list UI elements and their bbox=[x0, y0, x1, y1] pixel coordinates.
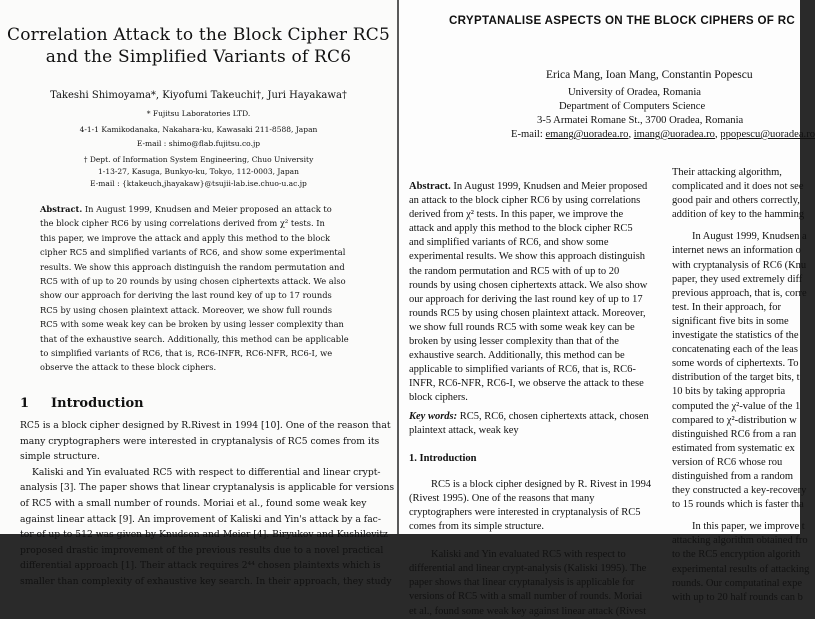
section-number: 1 bbox=[20, 396, 30, 411]
affiliation-line: E-mail : shimo@flab.fujitsu.co.jp bbox=[136, 139, 261, 148]
right-paper-page bbox=[399, 0, 815, 617]
col2-line: estimated from systematic ex bbox=[672, 442, 795, 454]
intro-line: RC5 is a block cipher designed by R. Rivest in 1994 bbox=[431, 478, 652, 490]
paper-title-line-1: Correlation Attack to the Block Cipher RC5 bbox=[7, 25, 390, 45]
affiliation-line: 4-1-1 Kamikodanaka, Nakahara-ku, Kawasaki 211-8588, Japan bbox=[79, 125, 318, 134]
intro-body bbox=[20, 418, 395, 590]
affiliation-line: 1-13-27, Kasuga, Bunkyo-ku, Tokyo, 112-0003, Japan bbox=[98, 167, 299, 176]
col2-line: internet news an information o bbox=[672, 245, 801, 257]
abstract-line: that of the exhaustive search. Additionally, this method can be applicable bbox=[40, 333, 349, 344]
body-line: Kaliski and Yin evaluated RC5 with respect to differential and linear crypt- bbox=[32, 466, 381, 478]
col2-line: addition of key to the hamming bbox=[672, 209, 805, 221]
body-line: smaller than complexity of exhaustive key search. In their approach, they study bbox=[20, 575, 392, 587]
col2-line: paper, they used extremely diff bbox=[672, 273, 803, 285]
section-title: Introduction bbox=[51, 396, 144, 411]
keywords-line: plaintext attack, weak key bbox=[409, 424, 519, 436]
abstract-line: In August 1999, Knudsen and Meier proposed an attack to bbox=[84, 204, 332, 214]
abstract-line: rounds RC5 by using chosen plaintext attack. Moreover, bbox=[409, 307, 646, 319]
col2-line: In August 1999, Knudsen a bbox=[692, 231, 807, 243]
abstract-line: to simplified variants of RC6, that is, RC6-INFR, RC6-NFR, RC6-I, we bbox=[40, 348, 333, 359]
abstract-line: RC5 with some weak key can be broken by using lesser complexity than bbox=[40, 319, 344, 330]
abstract-line: cipher RC5 and simplified variants of RC6, and show some experimental bbox=[40, 247, 346, 258]
affiliation-line: * Fujitsu Laboratories LTD. bbox=[146, 109, 251, 118]
abstract-line: rounds by using chosen ciphertexts attack. We also show bbox=[409, 279, 648, 291]
col2-line: attacking algorithm obtained fro bbox=[672, 535, 808, 547]
body-line: tor of up to 512 was given by Knudsen and Meier [4]. Biryukov and Kushilevitz bbox=[20, 529, 388, 541]
intro-line: cryptographers were interested in cryptanalysis of RC5 bbox=[409, 506, 641, 518]
paper-title: CRYPTANALISE ASPECTS ON THE BLOCK CIPHERS OF RC bbox=[449, 14, 796, 27]
col2-line: In this paper, we improve t bbox=[692, 521, 805, 533]
body-line: of RC5 with a small number of rounds. Moriai et al., found some weak key bbox=[20, 497, 367, 509]
body-line: RC5 is a block cipher designed by R.Rivest in 1994 [10]. One of the reason that bbox=[20, 420, 391, 431]
email-link[interactable]: imang@uoradea.ro bbox=[633, 129, 715, 140]
affiliation-line: E-mail : {ktakeuch,jhayakaw}@tsujii-lab.ise.chuo-u.ac.jp bbox=[90, 179, 307, 188]
intro-line: Kaliski and Yin evaluated RC5 with respect to bbox=[431, 549, 626, 561]
paper-authors: Erica Mang, Ioan Mang, Constantin Popescu bbox=[546, 69, 753, 81]
abstract-line: applicable to simplified variants of RC6, that is, RC6- bbox=[409, 364, 636, 376]
intro-line: (Rivest 1995). One of the reasons that many bbox=[409, 492, 595, 504]
col2-line: previous approach, that is, corre bbox=[672, 287, 807, 299]
col2-line: some words of ciphertexts. To bbox=[672, 358, 799, 370]
body-line: analysis [3]. The paper shows that linear cryptanalysis is applicable for versions bbox=[20, 482, 395, 494]
col2-line: 10 bits by taking appropria bbox=[672, 386, 786, 398]
paper-authors: Takeshi Shimoyama*, Kiyofumi Takeuchi†, Juri Hayakawa† bbox=[50, 90, 347, 101]
col2-line: to the RC5 encryption algorith bbox=[672, 549, 801, 561]
abstract-line: RC5 with of up to 20 rounds by using chosen ciphertexts attack. We also bbox=[40, 276, 346, 287]
col2-line: version of RC6 whose rou bbox=[672, 456, 783, 468]
col2-line: good pair and others correctly, bbox=[672, 195, 800, 207]
intro-line: paper shows that linear cryptanalysis is applicable for bbox=[409, 577, 635, 589]
col2-line: with cryptanalysis of RC6 (Knu bbox=[672, 259, 807, 271]
affiliation-line: 3-5 Armatei Romane St., 3700 Oradea, Romania bbox=[537, 115, 744, 126]
abstract-line: RC5 by using chosen plaintext attack. Moreover, we show full rounds bbox=[40, 304, 332, 315]
body-line: against linear attack [9]. An improvement of Kaliski and Yin's attack by a fac- bbox=[20, 513, 381, 525]
abstract-line: an attack to the block cipher RC6 by using correlations bbox=[409, 195, 641, 207]
intro-line: et al., found some weak key against linear attack (Rivest bbox=[409, 605, 647, 617]
col2-line: distinguished RC6 from a ran bbox=[672, 428, 797, 440]
abstract-block bbox=[40, 202, 380, 375]
abstract-line: exhaustive search. Additionally, this method can be bbox=[409, 350, 625, 362]
col2-line: concatenating each of the leas bbox=[672, 344, 798, 356]
abstract-line: show our approach for deriving the last round key of up to 17 rounds bbox=[40, 290, 332, 301]
col2-line: compared to χ²-distribution w bbox=[672, 414, 797, 426]
email-line: E-mail: emang@uoradea.ro, imang@uoradea.ro, ppopescu@uoradea.ro bbox=[511, 129, 815, 140]
affiliation-line: Department of Computers Science bbox=[559, 101, 706, 112]
col2-line: rounds. Our computatinal expe bbox=[672, 577, 803, 589]
col2-line: with up to 20 half rounds can b bbox=[672, 591, 803, 603]
email-label: E-mail: bbox=[511, 129, 543, 140]
abstract-line: block ciphers. bbox=[409, 392, 468, 404]
col2-line: complicated and it does not see bbox=[672, 181, 804, 193]
col2-line: test. In their approach, for bbox=[672, 301, 782, 313]
col2-line: significant five bits in some bbox=[672, 315, 789, 327]
col2-line: they constructed a key-recovery bbox=[672, 485, 807, 497]
body-line: many cryptographers were interested in cryptanalysis of RC5 comes from its bbox=[20, 435, 380, 447]
col2-line: computed the χ²-value of the 1 bbox=[672, 400, 801, 412]
keywords-label: Key words: bbox=[409, 410, 458, 422]
abstract-line: observe the attack to these block ciphers. bbox=[40, 362, 217, 373]
col2-line: investigate the statistics of the bbox=[672, 330, 799, 342]
paper-title-line-2: and the Simplified Variants of RC6 bbox=[45, 47, 352, 67]
intro-line: comes from its simple structure. bbox=[409, 521, 545, 533]
body-line: proposed drastic improvement of the previous results due to a novel practical bbox=[20, 544, 384, 556]
abstract-line: experimental results. We show this approach distinguish bbox=[409, 251, 646, 263]
body-line: differential approach [1]. Their attack requires 2⁴⁴ chosen plaintexts which is bbox=[20, 560, 381, 572]
body-line: simple structure. bbox=[20, 451, 100, 463]
abstract-block bbox=[409, 180, 652, 619]
affiliation-line: University of Oradea, Romania bbox=[568, 87, 701, 98]
abstract-label: Abstract. bbox=[40, 204, 83, 214]
abstract-line: broken by using lesser complexity than that of the bbox=[409, 336, 619, 348]
abstract-line: we show full rounds RC5 with some weak key can be bbox=[409, 321, 635, 333]
intro-line: differential and linear crypt-analysis (Kaliski 1995). The bbox=[409, 563, 647, 575]
keywords-line: RC5, RC6, chosen ciphertexts attack, chosen bbox=[459, 410, 649, 422]
abstract-line: the block cipher RC6 by using correlations derived from χ² tests. In bbox=[40, 218, 325, 229]
section-title: 1. Introduction bbox=[409, 452, 477, 464]
section-heading bbox=[20, 396, 144, 411]
left-paper-page bbox=[0, 0, 397, 587]
email-link[interactable]: ppopescu@uoradea.ro bbox=[720, 129, 815, 140]
col2-line: distribution of the target bits, t bbox=[672, 372, 800, 384]
col2-line: distinguished from a random bbox=[672, 470, 794, 482]
abstract-line: attack and apply this method to the block cipher RC5 bbox=[409, 223, 633, 235]
abstract-line: our approach for deriving the last round key of up to 17 bbox=[409, 293, 643, 305]
abstract-line: and simplified variants of RC6, and show some bbox=[409, 237, 609, 249]
col2-line: to 15 rounds which is faster tha bbox=[672, 499, 804, 511]
intro-line: versions of RC5 with a small number of rounds. Moriai bbox=[409, 591, 643, 603]
abstract-line: results. We show this approach distinguish the random permutation and bbox=[40, 261, 345, 272]
abstract-line: derived from χ² tests. In this paper, we improve the bbox=[409, 209, 624, 221]
affiliation-line: † Dept. of Information System Engineering, Chuo University bbox=[83, 155, 314, 164]
abstract-line: this paper, we improve the attack and apply this method to the block bbox=[40, 232, 331, 243]
abstract-label: Abstract. bbox=[409, 181, 451, 192]
second-column bbox=[672, 166, 810, 605]
col2-line: experimental results of attacking bbox=[672, 563, 810, 575]
abstract-line: the random permutation and RC5 with of up to 20 bbox=[409, 265, 620, 277]
abstract-line: In August 1999, Knudsen and Meier proposed bbox=[453, 181, 648, 192]
col2-line: Their attacking algorithm, bbox=[672, 167, 782, 178]
email-link[interactable]: emang@uoradea.ro bbox=[545, 129, 629, 140]
abstract-line: INFR, RC6-NFR, RC6-I, we observe the attack to these bbox=[409, 378, 644, 390]
